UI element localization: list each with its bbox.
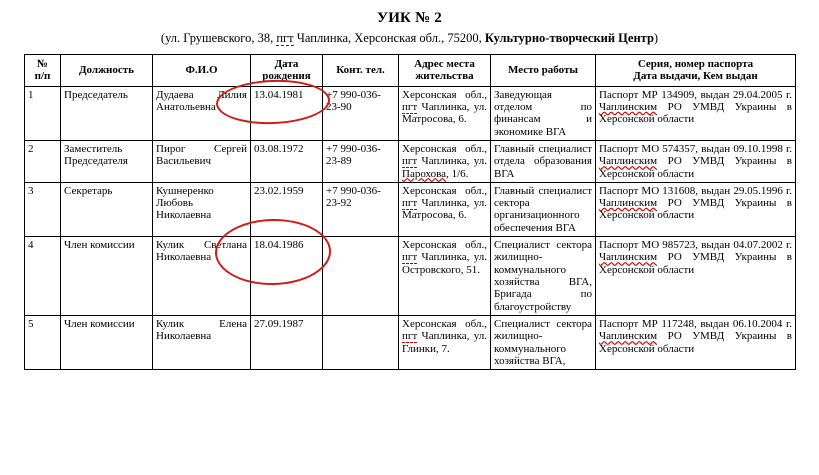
commission-members-table [24, 54, 796, 370]
table-header [25, 55, 796, 87]
document-subtitle [24, 31, 795, 46]
table-header-row [25, 55, 796, 87]
table-row [25, 182, 796, 236]
table-body [25, 86, 796, 370]
cell-workplace: Специалист сектора жилищно-коммунального хозяйства ВГА, [491, 315, 596, 369]
cell-phone [323, 237, 399, 316]
cell-workplace: Главный специалист отдела образования ВГА [491, 140, 596, 182]
cell-birthdate: 03.08.1972 [251, 140, 323, 182]
cell-address: Херсонская обл., пгт Чаплинка, ул. Матросова, 6. [399, 182, 491, 236]
column-header-number: № п/п [25, 55, 61, 87]
cell-fio: Кулик Светлана Николаевна [153, 237, 251, 316]
subtitle-suffix: ) [653, 31, 659, 45]
subtitle-venue: Культурно-творческий Центр [484, 31, 654, 45]
column-header-workplace: Место работы [491, 55, 596, 87]
cell-position: Член комиссии [61, 315, 153, 369]
cell-position: Секретарь [61, 182, 153, 236]
cell-phone: +7 990-036-23-92 [323, 182, 399, 236]
table-row [25, 140, 796, 182]
cell-workplace: Главный специалист сектора организационного обеспечения ВГА [491, 182, 596, 236]
cell-address: Херсонская обл., пгт Чаплинка, ул. Островского, 51. [399, 237, 491, 316]
cell-number: 5 [25, 315, 61, 369]
column-header-phone: Конт. тел. [323, 55, 399, 87]
cell-fio: Кулик Елена Николаевна [153, 315, 251, 369]
column-header-address: Адрес места жительства [399, 55, 491, 87]
cell-number: 3 [25, 182, 61, 236]
cell-phone: +7 990-036-23-90 [323, 86, 399, 140]
column-header-position: Должность [61, 55, 153, 87]
cell-address: Херсонская обл., пгт Чаплинка, ул. Глинки, 7. [399, 315, 491, 369]
cell-birthdate: 13.04.1981 [251, 86, 323, 140]
cell-phone: +7 990-036-23-89 [323, 140, 399, 182]
cell-workplace: Заведующая отделом по финансам и экономике ВГА [491, 86, 596, 140]
cell-position: Председатель [61, 86, 153, 140]
cell-fio: Дудаева Лилия Анатольевна [153, 86, 251, 140]
cell-address: Херсонская обл., пгт Чаплинка, ул. Матросова, 6. [399, 86, 491, 140]
cell-passport: Паспорт МО 131608, выдан 29.05.1996 г. Чаплинским РО УМВД Украины в Херсонской области [596, 182, 796, 236]
cell-passport: Паспорт МР 134909, выдан 29.04.2005 г. Чаплинским РО УМВД Украины в Херсонской области [596, 86, 796, 140]
cell-address: Херсонская обл., пгт Чаплинка, ул. Парохова, 1/6. [399, 140, 491, 182]
cell-passport: Паспорт МО 985723, выдан 04.07.2002 г. Чаплинским РО УМВД Украины в Херсонской области [596, 237, 796, 316]
cell-birthdate: 18.04.1986 [251, 237, 323, 316]
subtitle-prefix: (ул. Грушевского, 38, [160, 31, 277, 45]
column-header-birthdate: Дата рождения [251, 55, 323, 87]
cell-position: Член комиссии [61, 237, 153, 316]
cell-position: Заместитель Председателя [61, 140, 153, 182]
cell-birthdate: 23.02.1959 [251, 182, 323, 236]
cell-passport: Паспорт МО 574357, выдан 09.10.1998 г. Чаплинским РО УМВД Украины в Херсонской области [596, 140, 796, 182]
cell-birthdate: 27.09.1987 [251, 315, 323, 369]
column-header-passport: Серия, номер паспорта Дата выдачи, Кем выдан [596, 55, 796, 87]
cell-fio: Кушнеренко Любовь Николаевна [153, 182, 251, 236]
cell-number: 4 [25, 237, 61, 316]
subtitle-middle: Чаплинка, Херсонская обл., 75200, [293, 31, 485, 45]
cell-fio: Пирог Сергей Васильевич [153, 140, 251, 182]
subtitle-abbr: пгт [276, 31, 294, 45]
table-row [25, 237, 796, 316]
column-header-fio: Ф.И.О [153, 55, 251, 87]
table-row [25, 86, 796, 140]
cell-number: 1 [25, 86, 61, 140]
cell-workplace: Специалист сектора жилищно-коммунального хозяйства ВГА, Бригада по благоустройству [491, 237, 596, 316]
page-title: УИК № 2 [376, 10, 443, 26]
table-row [25, 315, 796, 369]
cell-passport: Паспорт МР 117248, выдан 06.10.2004 г. Чаплинским РО УМВД Украины в Херсонской области [596, 315, 796, 369]
cell-phone [323, 315, 399, 369]
cell-number: 2 [25, 140, 61, 182]
